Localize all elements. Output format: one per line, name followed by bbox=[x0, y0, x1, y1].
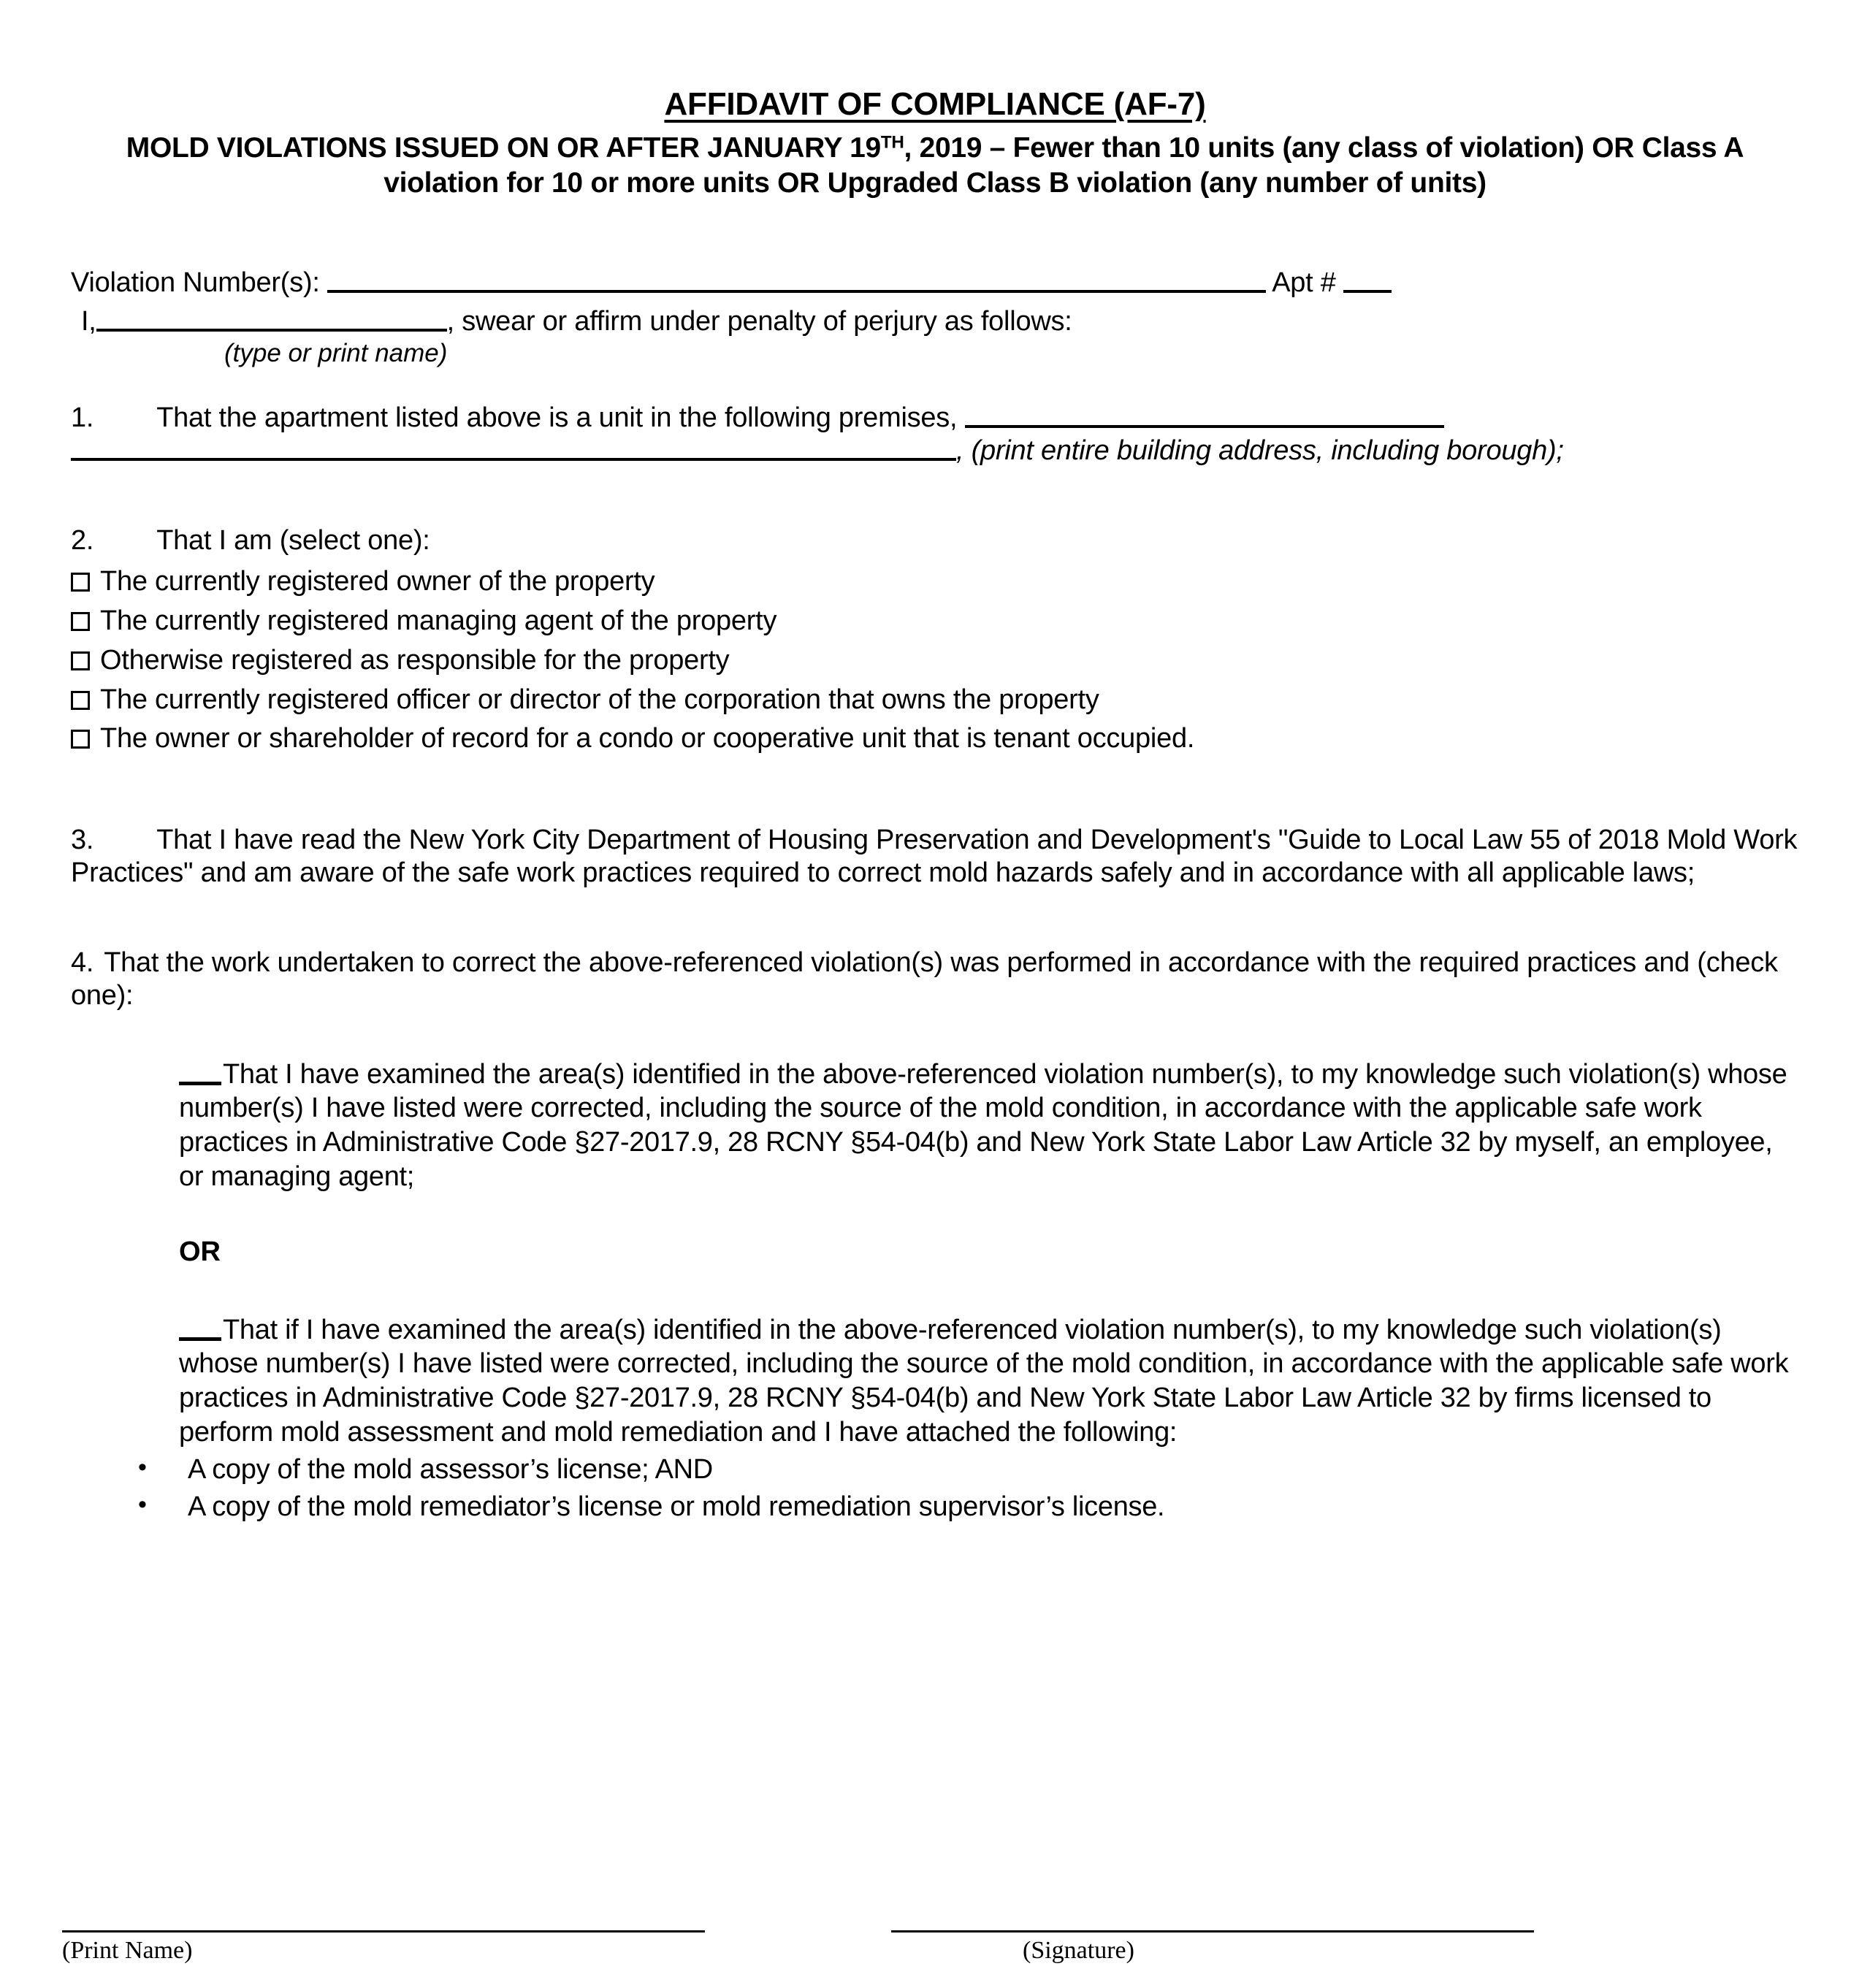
print-name-column bbox=[62, 1930, 705, 1965]
option-a-text: That I have examined the area(s) identified in the above-referenced violation number(s), to my knowledge such violation(s) whose number(s) I have listed were corrected, including the source of the mold condition, in accordance with the applicable safe work practices in Administrative Code §27-2017.9, 28 RCNY §54-04(b) and New York State Labor Law Article 32 by myself, an employee, or managing agent; bbox=[179, 1058, 1787, 1192]
attachment-label-remediator: A copy of the mold remediator’s license or mold remediation supervisor’s license. bbox=[188, 1491, 1165, 1523]
bullet-icon: • bbox=[138, 1491, 147, 1519]
signature-footer bbox=[62, 1930, 1808, 1965]
option-b-checkline[interactable] bbox=[179, 1337, 221, 1341]
item-3-number: 3. bbox=[71, 825, 94, 856]
or-separator: OR bbox=[179, 1236, 221, 1267]
document-title-text: AFFIDAVIT OF COMPLIANCE (AF-7) bbox=[664, 86, 1206, 122]
item-4 bbox=[62, 947, 1808, 1012]
affiant-name-line bbox=[71, 306, 1808, 337]
checkbox-label-condo-shareholder: The owner or shareholder of record for a condo or cooperative unit that is tenant occupied. bbox=[100, 723, 1195, 754]
item-2-text: That I am (select one): bbox=[156, 525, 430, 557]
checkbox-label-owner: The currently registered owner of the property bbox=[100, 565, 655, 597]
checkbox-icon[interactable] bbox=[71, 691, 90, 710]
option-a-paragraph bbox=[179, 1058, 1792, 1194]
checkbox-label-managing-agent: The currently registered managing agent of the property bbox=[100, 605, 777, 636]
attachment-label-assessor: A copy of the mold assessor’s license; AND bbox=[188, 1453, 713, 1485]
document-subtitle bbox=[62, 131, 1808, 200]
option-b-text: That if I have examined the area(s) identified in the above-referenced violation number(s), to my knowledge such violation(s) whose number(s) I have listed were corrected, including the source of the mold condition, in accordance with the applicable safe work practices in Administrative Code §27-2017.9, 28 RCNY §54-04(b) and New York State Labor Law Article 32 by firms licensed to perform mold assessment and mold remediation and I have attached the following: bbox=[179, 1314, 1789, 1448]
violation-number-label: Violation Number(s): bbox=[71, 267, 320, 299]
item-2 bbox=[62, 524, 1808, 557]
checkbox-row-condo-shareholder[interactable] bbox=[71, 725, 1808, 754]
item-1-number: 1. bbox=[71, 402, 94, 434]
subtitle-part-two: , 2019 – Fewer than 10 units (any class of violation) OR Class A violation for 10 or more units OR Upgraded Class B violation (any number of units) bbox=[383, 132, 1744, 199]
checkbox-icon[interactable] bbox=[71, 651, 90, 670]
print-name-line[interactable] bbox=[62, 1930, 705, 1932]
violation-number-line bbox=[71, 267, 1808, 299]
checkbox-row-officer-director[interactable] bbox=[71, 686, 1808, 715]
apt-number-input[interactable] bbox=[1343, 290, 1392, 293]
violation-section bbox=[62, 267, 1808, 368]
item-4-number: 4. bbox=[71, 947, 94, 979]
option-a-checkline[interactable] bbox=[179, 1082, 221, 1085]
apt-label: Apt # bbox=[1272, 267, 1336, 299]
option-b-paragraph bbox=[179, 1313, 1792, 1450]
subtitle-part-one: MOLD VIOLATIONS ISSUED ON OR AFTER JANUARY 19 bbox=[126, 132, 881, 164]
type-or-print-name-hint: (type or print name) bbox=[224, 339, 448, 368]
checkbox-icon[interactable] bbox=[71, 573, 90, 592]
document-title bbox=[62, 0, 1808, 122]
list-item bbox=[138, 1490, 1808, 1525]
signature-column bbox=[891, 1930, 1534, 1965]
signature-caption: (Signature) bbox=[1023, 1937, 1134, 1964]
list-item bbox=[138, 1453, 1808, 1488]
checkbox-row-owner[interactable] bbox=[71, 567, 1808, 597]
signature-line[interactable] bbox=[891, 1930, 1534, 1932]
affiant-name-input[interactable] bbox=[96, 329, 447, 332]
affiant-suffix: , swear or affirm under penalty of perjury as follows: bbox=[446, 306, 1072, 337]
subtitle-superscript: TH bbox=[880, 132, 904, 153]
checkbox-label-otherwise-responsible: Otherwise registered as responsible for the property bbox=[100, 644, 730, 676]
checkbox-row-managing-agent[interactable] bbox=[71, 607, 1808, 636]
signature-gap bbox=[705, 1930, 891, 1965]
item-1 bbox=[62, 402, 1808, 467]
item-3 bbox=[62, 824, 1808, 890]
violation-number-input[interactable] bbox=[327, 290, 1266, 293]
item-2-number: 2. bbox=[71, 525, 94, 557]
premises-address-input-line2[interactable] bbox=[71, 458, 956, 461]
item-1-text: That the apartment listed above is a unit in the following premises, bbox=[156, 402, 958, 434]
checkbox-icon[interactable] bbox=[71, 612, 90, 631]
premises-address-input-line1[interactable] bbox=[965, 425, 1444, 428]
bullet-icon: • bbox=[138, 1453, 147, 1481]
checkbox-row-otherwise-responsible[interactable] bbox=[71, 646, 1808, 676]
attachment-list bbox=[62, 1453, 1808, 1525]
item-2-checkbox-list bbox=[62, 567, 1808, 754]
item-4-text: That the work undertaken to correct the above-referenced violation(s) was performed in accordance with the required practices and (check one): bbox=[71, 947, 1778, 1011]
signature-row bbox=[62, 1930, 1808, 1965]
checkbox-icon[interactable] bbox=[71, 730, 90, 749]
item-1-address-hint: , (print entire building address, including borough); bbox=[956, 435, 1564, 467]
checkbox-label-officer-director: The currently registered officer or director of the corporation that owns the property bbox=[100, 684, 1099, 715]
item-3-text: That I have read the New York City Department of Housing Preservation and Development's "Guide to Local Law 55 of 2018 Mold Work Practices" and am aware of the safe work practices required to correct mold hazards safely and in accordance with all applicable laws; bbox=[71, 825, 1798, 889]
affiant-prefix: I, bbox=[81, 306, 96, 337]
print-name-caption: (Print Name) bbox=[62, 1937, 193, 1964]
